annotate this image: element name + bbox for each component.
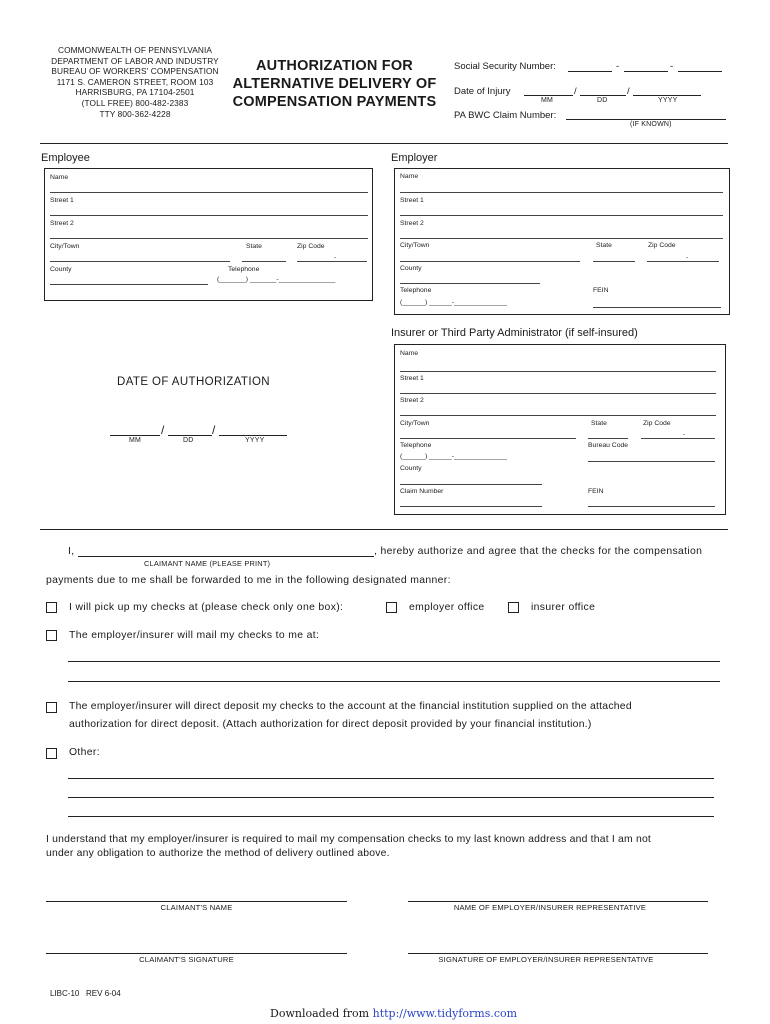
- field-label: Bureau Code: [588, 442, 629, 449]
- header-divider: [40, 143, 728, 144]
- employer-street2-field[interactable]: [400, 238, 723, 239]
- insurer-office-label: insurer office: [531, 602, 596, 613]
- section-divider: [40, 529, 728, 530]
- date-separator: /: [161, 423, 165, 437]
- employer-telephone-field[interactable]: (______) ______-______________: [400, 299, 507, 306]
- mm-caption: MM: [129, 437, 142, 444]
- auth-year-field[interactable]: [219, 435, 287, 436]
- insurer-name-field[interactable]: [400, 371, 716, 372]
- claimant-name-caption: CLAIMANT NAME (PLEASE PRINT): [144, 559, 271, 568]
- field-label: Name: [50, 174, 69, 181]
- claimant-name-signature-line[interactable]: [46, 901, 347, 902]
- field-label: City/Town: [50, 243, 80, 250]
- direct-deposit-line2: authorization for direct deposit. (Attach authorization for direct deposit provided by your financial institution.): [69, 719, 592, 730]
- yyyy-caption: YYYY: [245, 437, 265, 444]
- mail-checkbox[interactable]: [46, 630, 57, 641]
- rep-name-signature-line[interactable]: [408, 901, 708, 902]
- insurer-state-field[interactable]: [588, 438, 628, 439]
- employee-zip-field[interactable]: [297, 261, 367, 262]
- agency-line: TTY 800-362-4228: [99, 108, 171, 119]
- insurer-fein-field[interactable]: [588, 506, 715, 507]
- claimant-signature-line[interactable]: [46, 953, 347, 954]
- agency-line: 1171 S. CAMERON STREET, ROOM 103: [56, 76, 214, 87]
- mail-address-line-2[interactable]: [68, 681, 720, 682]
- ssn-field-2[interactable]: [624, 71, 668, 72]
- rep-signature-line[interactable]: [408, 953, 708, 954]
- field-label: State: [591, 420, 607, 427]
- date-separator: /: [627, 86, 630, 97]
- field-label: State: [246, 243, 262, 250]
- direct-deposit-line1: The employer/insurer will direct deposit my checks to the account at the financial institution supplied on the attached: [69, 701, 632, 712]
- insurer-office-checkbox[interactable]: [508, 602, 519, 613]
- field-label: Name: [400, 350, 419, 357]
- dd-caption: DD: [597, 97, 608, 104]
- employer-zip-field[interactable]: [647, 261, 719, 262]
- field-label: Zip Code: [643, 420, 671, 427]
- auth-day-field[interactable]: [168, 435, 212, 436]
- employee-box: [44, 168, 373, 301]
- employer-county-field[interactable]: [400, 283, 540, 284]
- insurer-county-field[interactable]: [400, 484, 542, 485]
- other-line-2[interactable]: [68, 797, 714, 798]
- employer-street1-field[interactable]: [400, 215, 723, 216]
- form-id: LIBC-10 REV 6-04: [50, 989, 121, 998]
- agency-address: [40, 45, 230, 119]
- agency-line: COMMONWEALTH OF PENNSYLVANIA: [57, 45, 212, 55]
- field-label: Telephone: [228, 266, 260, 273]
- field-label: Street 2: [400, 220, 424, 227]
- yyyy-caption: YYYY: [658, 97, 678, 104]
- injury-month-field[interactable]: [524, 95, 573, 96]
- field-label: Street 1: [50, 197, 74, 204]
- ssn-separator: -: [670, 61, 674, 72]
- other-line-1[interactable]: [68, 778, 714, 779]
- employer-heading: Employer: [391, 152, 438, 164]
- other-option-label: Other:: [69, 747, 100, 758]
- claimant-name-field[interactable]: [78, 556, 374, 557]
- field-label: City/Town: [400, 420, 430, 427]
- employer-office-checkbox[interactable]: [386, 602, 397, 613]
- ssn-field-3[interactable]: [678, 71, 722, 72]
- other-line-3[interactable]: [68, 816, 714, 817]
- employee-state-field[interactable]: [242, 261, 286, 262]
- date-separator: /: [212, 423, 216, 437]
- field-label: Telephone: [400, 442, 432, 449]
- other-checkbox[interactable]: [46, 748, 57, 759]
- insurer-bureau-code-field[interactable]: [588, 461, 715, 462]
- agency-line: DEPARTMENT OF LABOR AND INDUSTRY: [51, 55, 219, 66]
- field-label: Street 2: [400, 397, 424, 404]
- employer-office-label: employer office: [409, 602, 485, 613]
- understanding-line1: I understand that my employer/insurer is required to mail my compensation checks to my last known address and that I am not: [46, 834, 652, 845]
- employer-box: [394, 168, 730, 315]
- title-line: AUTHORIZATION FOR: [256, 58, 413, 74]
- understanding-line2: under any obligation to authorize the method of delivery outlined above.: [46, 848, 390, 859]
- injury-year-field[interactable]: [633, 95, 701, 96]
- employer-fein-field[interactable]: [593, 307, 721, 308]
- claimant-signature-caption: CLAIMANT'S SIGNATURE: [139, 955, 234, 964]
- insurer-claim-number-field[interactable]: [400, 506, 542, 507]
- zip-dash: -: [683, 431, 686, 438]
- statement-i: I,: [68, 546, 75, 557]
- claimant-name-caption: CLAIMANT'S NAME: [160, 903, 233, 912]
- injury-day-field[interactable]: [580, 95, 626, 96]
- zip-dash: -: [686, 254, 689, 261]
- employee-street2-field[interactable]: [50, 238, 368, 239]
- rep-name-caption: NAME OF EMPLOYER/INSURER REPRESENTATIVE: [453, 903, 647, 912]
- insurer-box: [394, 344, 726, 515]
- agency-line: BUREAU OF WORKERS' COMPENSATION: [51, 66, 219, 77]
- ssn-field-1[interactable]: [568, 71, 612, 72]
- claim-number-field[interactable]: [566, 119, 726, 120]
- field-label: Telephone: [400, 287, 432, 294]
- mail-address-line-1[interactable]: [68, 661, 720, 662]
- pickup-option-label: I will pick up my checks at (please check only one box):: [69, 602, 344, 613]
- rep-signature-caption: SIGNATURE OF EMPLOYER/INSURER REPRESENTATIVE: [438, 955, 654, 964]
- employee-telephone-field[interactable]: (_______) _______-_______________: [217, 276, 336, 283]
- title-line: COMPENSATION PAYMENTS: [232, 94, 437, 110]
- field-label: County: [400, 465, 422, 472]
- field-label: FEIN: [593, 287, 609, 294]
- date-of-authorization-heading: DATE OF AUTHORIZATION: [117, 376, 271, 388]
- insurer-telephone-field[interactable]: (______) ______-______________: [400, 453, 507, 460]
- employee-street1-field[interactable]: [50, 215, 368, 216]
- employer-state-field[interactable]: [593, 261, 635, 262]
- employee-county-field[interactable]: [50, 284, 208, 285]
- date-separator: /: [574, 86, 577, 97]
- employer-city-field[interactable]: [400, 261, 580, 262]
- field-label: State: [596, 242, 612, 249]
- statement-line2: payments due to me shall be forwarded to me in the following designated manner:: [46, 575, 451, 586]
- insurer-street2-field[interactable]: [400, 415, 716, 416]
- field-label: Name: [400, 173, 419, 180]
- insurer-city-field[interactable]: [400, 438, 576, 439]
- insurer-heading: Insurer or Third Party Administrator (if self-insured): [391, 327, 638, 339]
- employee-heading: Employee: [41, 152, 90, 164]
- ssn-separator: -: [616, 61, 620, 72]
- agency-line: HARRISBURG, PA 17104-2501: [75, 87, 195, 98]
- direct-deposit-checkbox[interactable]: [46, 702, 57, 713]
- field-label: Zip Code: [297, 243, 325, 250]
- field-label: FEIN: [588, 488, 604, 495]
- zip-dash: -: [334, 254, 337, 261]
- insurer-zip-field[interactable]: [641, 438, 715, 439]
- field-label: Street 2: [50, 220, 74, 227]
- field-label: City/Town: [400, 242, 430, 249]
- agency-line: (TOLL FREE) 800-482-2383: [81, 97, 189, 108]
- employee-name-field[interactable]: [50, 192, 368, 193]
- tidyforms-link[interactable]: http://www.tidyforms.com: [372, 1007, 518, 1020]
- dd-caption: DD: [183, 437, 194, 444]
- field-label: Street 1: [400, 197, 424, 204]
- title-line: ALTERNATIVE DELIVERY OF: [232, 76, 437, 92]
- field-label: Claim Number: [400, 488, 444, 495]
- download-footer: [270, 1007, 517, 1020]
- field-label: County: [400, 265, 422, 272]
- mm-caption: MM: [541, 97, 554, 104]
- statement-line1: , hereby authorize and agree that the checks for the compensation: [374, 546, 703, 557]
- auth-month-field[interactable]: [110, 435, 160, 436]
- field-label: County: [50, 266, 72, 273]
- ssn-label: Social Security Number:: [454, 61, 556, 72]
- employer-name-field[interactable]: [400, 192, 723, 193]
- if-known-caption: (IF KNOWN): [630, 121, 672, 128]
- date-of-injury-label: Date of Injury: [454, 86, 511, 97]
- form-title: [222, 57, 447, 111]
- insurer-street1-field[interactable]: [400, 393, 716, 394]
- claim-number-label: PA BWC Claim Number:: [454, 110, 557, 121]
- mail-option-label: The employer/insurer will mail my checks to me at:: [69, 630, 320, 641]
- field-label: Zip Code: [648, 242, 676, 249]
- field-label: Street 1: [400, 375, 424, 382]
- employee-city-field[interactable]: [50, 261, 230, 262]
- downloaded-from-text: Downloaded from: [270, 1007, 373, 1020]
- pickup-checkbox[interactable]: [46, 602, 57, 613]
